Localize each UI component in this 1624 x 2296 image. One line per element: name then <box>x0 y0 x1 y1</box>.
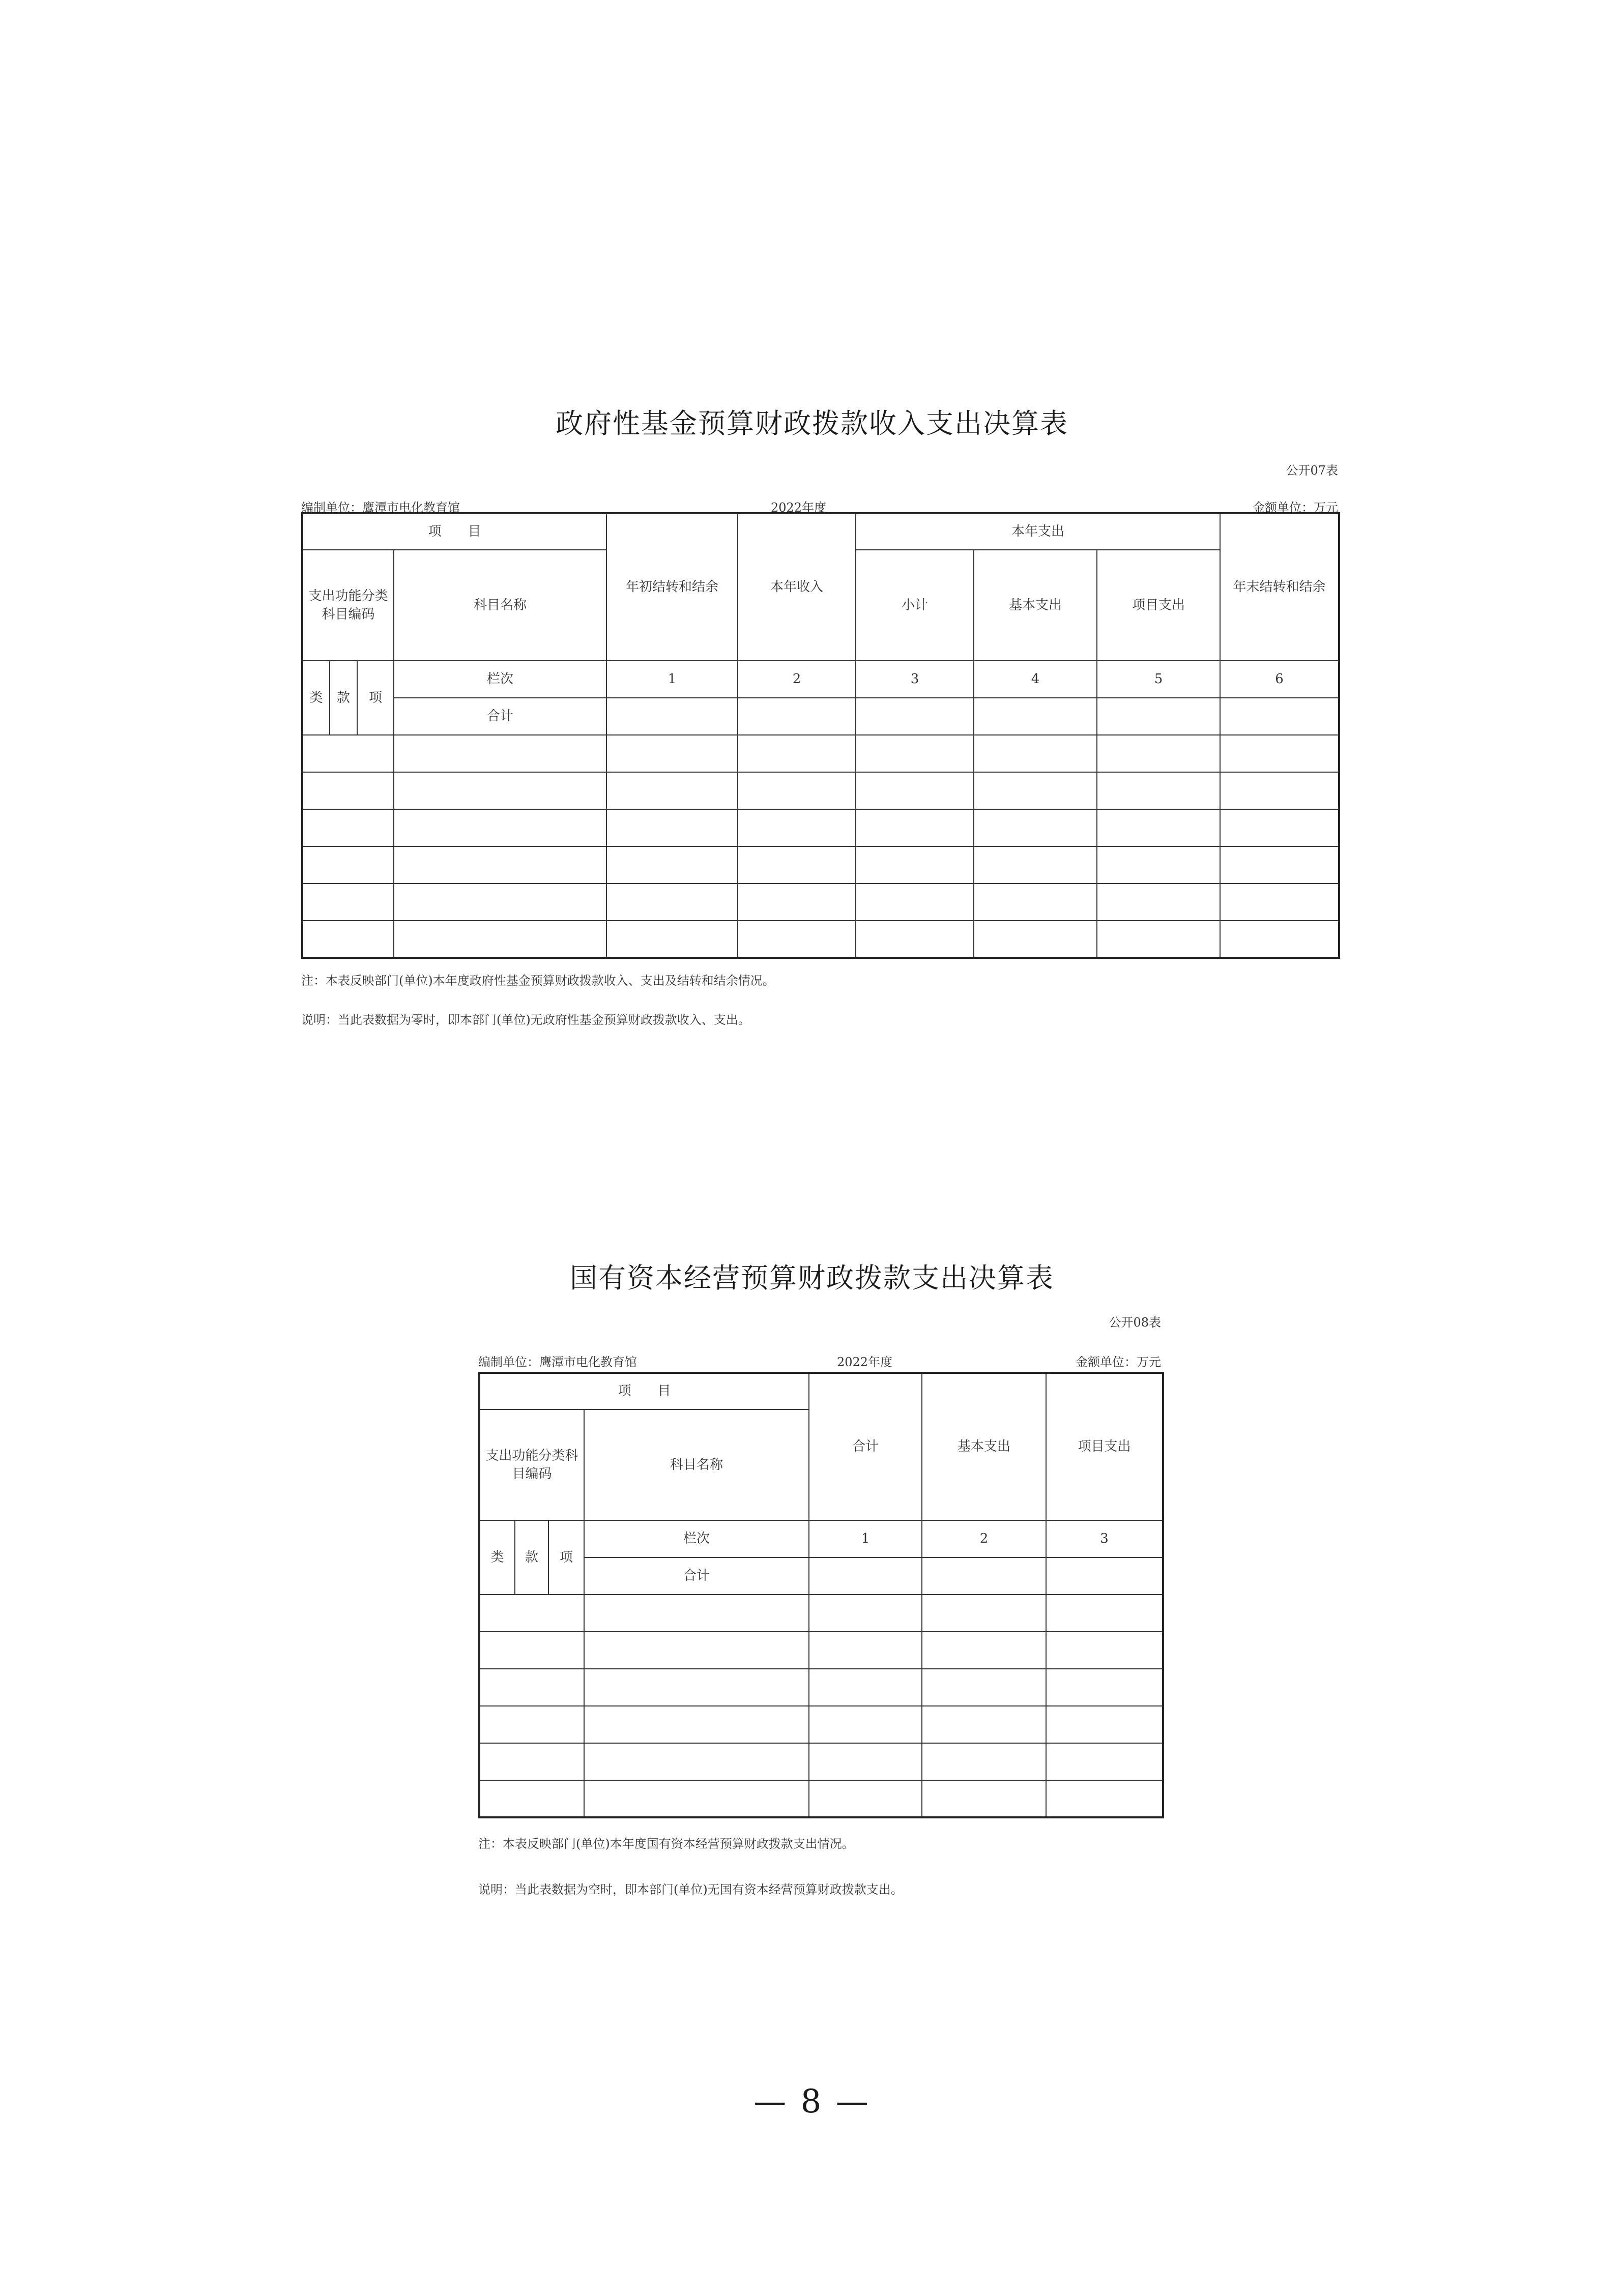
table8-note: 注：本表反映部门(单位)本年度国有资本经营预算财政拨款支出情况。 <box>478 1837 854 1851</box>
table-cell <box>856 772 974 809</box>
table-cell <box>1046 1595 1163 1632</box>
table8-header-project: 项 目 <box>479 1373 809 1409</box>
table-row <box>302 846 1339 884</box>
table7-lanci: 栏次 <box>394 661 606 698</box>
table7-header-lei: 类 <box>302 661 330 735</box>
table-cell <box>302 772 394 809</box>
table-cell <box>479 1595 584 1632</box>
table8-header-lei: 类 <box>479 1520 515 1595</box>
table-cell <box>738 921 856 958</box>
table8-year: 2022年度 <box>837 1355 893 1369</box>
table-row <box>479 1632 1163 1669</box>
table-cell <box>809 1632 922 1669</box>
table8-form-code: 公开08表 <box>1109 1315 1161 1330</box>
table-cell <box>1220 809 1339 846</box>
table-cell <box>1097 846 1220 884</box>
table-cell <box>394 735 606 772</box>
table8-grid <box>478 1372 1164 1818</box>
table8-header-project-exp: 项目支出 <box>1046 1373 1163 1520</box>
table-cell <box>809 1780 922 1817</box>
table-cell <box>1097 772 1220 809</box>
table7-header-kuan: 款 <box>330 661 357 735</box>
table8-explanation: 说明：当此表数据为空时，即本部门(单位)无国有资本经营预算财政拨款支出。 <box>478 1882 903 1897</box>
table-row <box>479 1780 1163 1817</box>
table7-header-xiang: 项 <box>357 661 394 735</box>
table8-header-subject-name: 科目名称 <box>584 1409 809 1520</box>
table7-cell <box>606 698 738 735</box>
table-cell <box>922 1595 1046 1632</box>
table-row <box>479 1595 1163 1632</box>
table-cell <box>974 735 1097 772</box>
table-cell <box>1097 921 1220 958</box>
table7-title: 政府性基金预算财政拨款收入支出决算表 <box>556 407 1068 439</box>
table-cell <box>479 1706 584 1743</box>
table-cell <box>302 921 394 958</box>
table8-cell <box>922 1557 1046 1595</box>
table8-title: 国有资本经营预算财政拨款支出决算表 <box>570 1262 1054 1294</box>
table-cell <box>738 884 856 921</box>
table-cell <box>606 846 738 884</box>
table7-col-num: 2 <box>738 661 856 698</box>
table-cell <box>856 884 974 921</box>
table-cell <box>922 1632 1046 1669</box>
table-row <box>302 921 1339 958</box>
table-cell <box>809 1669 922 1706</box>
table8-col-num: 1 <box>809 1520 922 1557</box>
table-row <box>479 1743 1163 1780</box>
table7-total-label: 合计 <box>394 698 606 735</box>
table-row <box>479 1706 1163 1743</box>
table-cell <box>606 921 738 958</box>
table-cell <box>302 846 394 884</box>
table8-col-num: 2 <box>922 1520 1046 1557</box>
table7-cell <box>1097 698 1220 735</box>
table-cell <box>738 772 856 809</box>
table-cell <box>584 1743 809 1780</box>
table8-header-code: 支出功能分类科目编码 <box>479 1409 584 1520</box>
table-cell <box>479 1632 584 1669</box>
table8-header-kuan: 款 <box>515 1520 548 1595</box>
table-cell <box>974 846 1097 884</box>
table-cell <box>738 809 856 846</box>
table-cell <box>922 1669 1046 1706</box>
table-cell <box>922 1780 1046 1817</box>
table-row <box>302 884 1339 921</box>
table-cell <box>394 809 606 846</box>
table-cell <box>394 921 606 958</box>
table8-col-num: 3 <box>1046 1520 1163 1557</box>
table-cell <box>738 846 856 884</box>
table-cell <box>974 772 1097 809</box>
table-cell <box>1097 884 1220 921</box>
table7-grid <box>301 512 1340 959</box>
table-cell <box>584 1706 809 1743</box>
table7-form-code: 公开07表 <box>1286 463 1338 478</box>
table-cell <box>1220 846 1339 884</box>
table-cell <box>302 735 394 772</box>
table8-unit-label: 编制单位：鹰潭市电化教育馆 <box>478 1355 637 1369</box>
table-cell <box>856 846 974 884</box>
table-cell <box>1220 921 1339 958</box>
table-row <box>302 809 1339 846</box>
table-row <box>479 1669 1163 1706</box>
table7-col-num: 6 <box>1220 661 1339 698</box>
table7-cell <box>974 698 1097 735</box>
table7-cell <box>856 698 974 735</box>
table7-header-code: 支出功能分类科目编码 <box>302 550 394 661</box>
table-cell <box>1220 735 1339 772</box>
table-cell <box>1046 1706 1163 1743</box>
table-cell <box>584 1632 809 1669</box>
table-cell <box>302 884 394 921</box>
table7-header-subtotal: 小计 <box>856 550 974 661</box>
table7-col-num: 3 <box>856 661 974 698</box>
page-number: — 8 — <box>753 2083 871 2121</box>
table7-header-project-exp: 项目支出 <box>1097 550 1220 661</box>
table7-cell <box>738 698 856 735</box>
table-cell <box>606 884 738 921</box>
table7-header-begin-balance: 年初结转和结余 <box>606 513 738 661</box>
table-cell <box>809 1706 922 1743</box>
table7-col-num: 1 <box>606 661 738 698</box>
table-cell <box>1220 884 1339 921</box>
table7-header-subject-name: 科目名称 <box>394 550 606 661</box>
table8-header-basic: 基本支出 <box>922 1373 1046 1520</box>
table-cell <box>856 809 974 846</box>
table-cell <box>1046 1743 1163 1780</box>
table-cell <box>606 809 738 846</box>
table7-header-income: 本年收入 <box>738 513 856 661</box>
table-cell <box>479 1743 584 1780</box>
table7-amount-unit: 金额单位：万元 <box>1253 501 1338 515</box>
table-cell <box>1046 1632 1163 1669</box>
table-cell <box>922 1706 1046 1743</box>
table8-header-total-col: 合计 <box>809 1373 922 1520</box>
table7-header-end-balance: 年末结转和结余 <box>1220 513 1339 661</box>
table7-unit-label: 编制单位：鹰潭市电化教育馆 <box>301 501 460 515</box>
table-cell <box>584 1780 809 1817</box>
table-cell <box>394 884 606 921</box>
table8-cell <box>1046 1557 1163 1595</box>
table-cell <box>584 1595 809 1632</box>
table-cell <box>1097 809 1220 846</box>
table7-cell <box>1220 698 1339 735</box>
table-cell <box>1046 1669 1163 1706</box>
table-cell <box>809 1595 922 1632</box>
table-cell <box>1097 735 1220 772</box>
table-cell <box>856 735 974 772</box>
table-cell <box>606 772 738 809</box>
table-cell <box>479 1780 584 1817</box>
table7-header-expense: 本年支出 <box>856 513 1220 550</box>
table-cell <box>738 735 856 772</box>
table8-lanci: 栏次 <box>584 1520 809 1557</box>
table-cell <box>974 884 1097 921</box>
table7-col-num: 4 <box>974 661 1097 698</box>
table-cell <box>479 1669 584 1706</box>
table7-col-num: 5 <box>1097 661 1220 698</box>
table7-note: 注：本表反映部门(单位)本年度政府性基金预算财政拨款收入、支出及结转和结余情况。 <box>301 974 775 988</box>
table-cell <box>1220 772 1339 809</box>
table-row <box>302 772 1339 809</box>
table7-header-basic: 基本支出 <box>974 550 1097 661</box>
table-cell <box>606 735 738 772</box>
table-cell <box>922 1743 1046 1780</box>
table-cell <box>974 809 1097 846</box>
table8-cell <box>809 1557 922 1595</box>
table-cell <box>856 921 974 958</box>
table-cell <box>809 1743 922 1780</box>
table8-amount-unit: 金额单位：万元 <box>1076 1355 1161 1369</box>
table7-explanation: 说明：当此表数据为零时，即本部门(单位)无政府性基金预算财政拨款收入、支出。 <box>301 1013 750 1027</box>
table-cell <box>584 1669 809 1706</box>
table-cell <box>974 921 1097 958</box>
table8-total-label: 合计 <box>584 1557 809 1595</box>
table7-year: 2022年度 <box>771 501 827 515</box>
table-cell <box>302 809 394 846</box>
table7-header-project: 项 目 <box>302 513 606 550</box>
table8-header-xiang: 项 <box>548 1520 584 1595</box>
table-cell <box>1046 1780 1163 1817</box>
table-cell <box>394 772 606 809</box>
table-cell <box>394 846 606 884</box>
table-row <box>302 735 1339 772</box>
